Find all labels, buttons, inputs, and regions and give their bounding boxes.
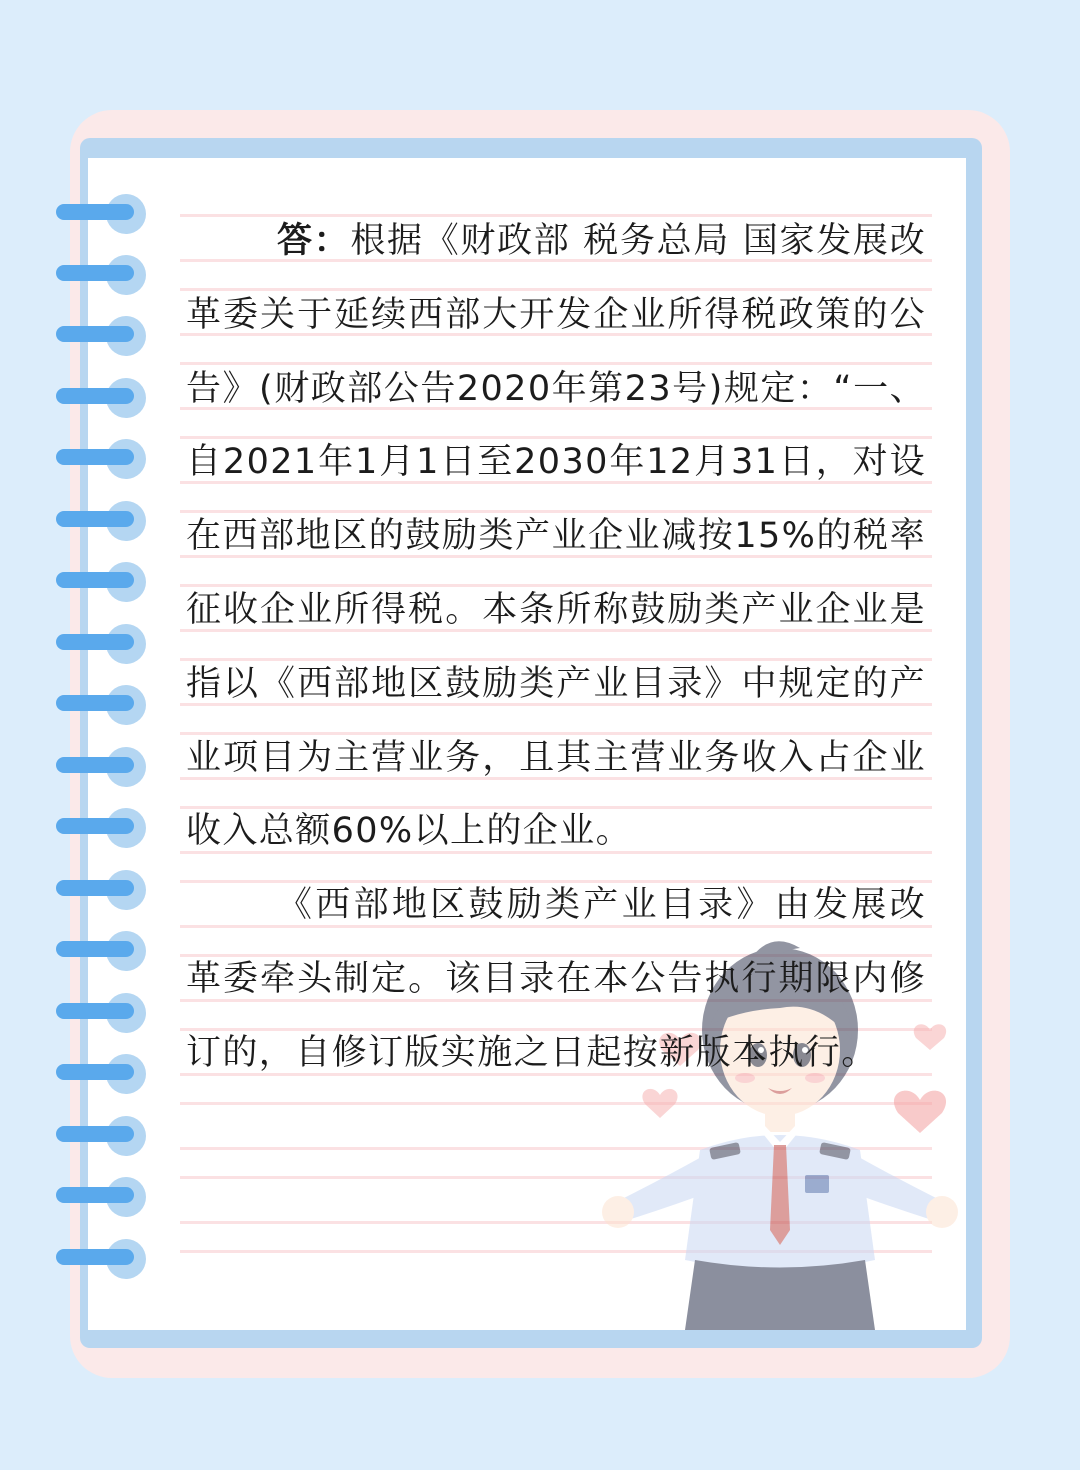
spiral-ring: [56, 870, 146, 910]
spiral-ring: [56, 562, 146, 602]
spiral-ring: [56, 1177, 146, 1217]
spiral-ring: [56, 501, 146, 541]
paragraph: [186, 205, 926, 869]
spiral-ring: [56, 1239, 146, 1279]
paragraph: [186, 869, 926, 1090]
answer-label: 答：: [277, 221, 351, 261]
spiral-ring: [56, 993, 146, 1033]
paragraph-text: 根据《财政部 税务总局 国家发展改革委关于延续西部大开发企业所得税政策的公告》(财政部公告2020年第23号)规定：“一、自2021年1月1日至2030年12月31日，对设在西部地区的鼓励类产业企业减按15%的税率征收企业所得税。本条所称鼓励类产业企业是指以《西部地区鼓励类产业目录》中规定的产业项目为主营业务，且其主营业务收入占企业收入总额60%以上的企业。: [186, 221, 926, 852]
spiral-ring: [56, 1054, 146, 1094]
spiral-binding: [0, 0, 160, 1470]
spiral-ring: [56, 194, 146, 234]
spiral-ring: [56, 931, 146, 971]
answer-text: [186, 205, 926, 1091]
spiral-ring: [56, 808, 146, 848]
spiral-ring: [56, 1116, 146, 1156]
paragraph-text: 《西部地区鼓励类产业目录》由发展改革委牵头制定。该目录在本公告执行期限内修订的，自修订版实施之日起按新版本执行。: [186, 885, 926, 1073]
spiral-ring: [56, 747, 146, 787]
spiral-ring: [56, 378, 146, 418]
spiral-ring: [56, 255, 146, 295]
spiral-ring: [56, 439, 146, 479]
spiral-ring: [56, 316, 146, 356]
spiral-ring: [56, 624, 146, 664]
spiral-ring: [56, 685, 146, 725]
